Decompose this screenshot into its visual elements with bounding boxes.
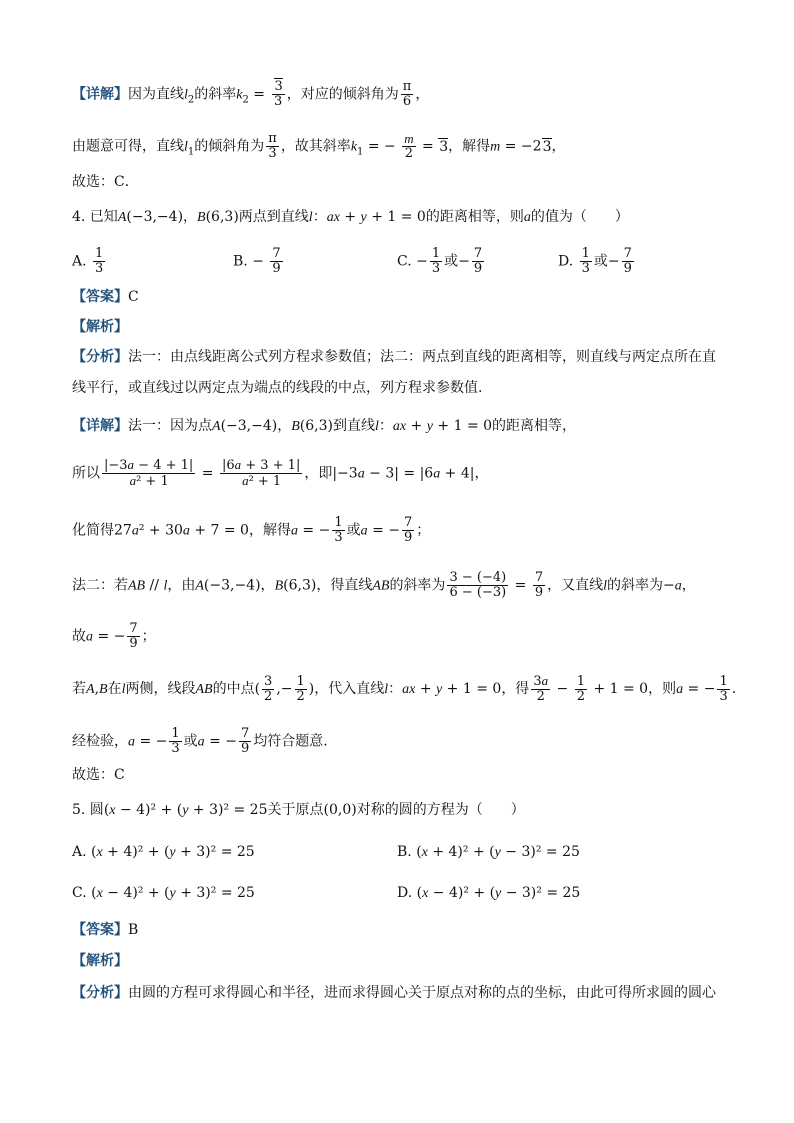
option-label: D. (397, 885, 413, 901)
detail-4-line-4: 法二：若AB // l，由A(−3,−4)，B(6,3)，得直线AB的斜率为 $\frac{3 - (-4)}{6 - (-3)}$ = $\frac{7}{9}$ ，又直线l的斜率为−a， (72, 570, 696, 600)
fraction: $\frac{1}{3}$ (581, 246, 590, 276)
answer-line-5 (72, 920, 734, 940)
option-a (72, 247, 107, 276)
conclusion-line-4: 故选：C (72, 767, 125, 783)
option-label: B. (397, 844, 412, 860)
text: 的斜率为 (607, 577, 663, 594)
fraction: $\frac{1}{3}$ (719, 673, 728, 704)
text: 到直线 (332, 418, 375, 434)
text: ，即 (304, 465, 333, 482)
option-label: C. (397, 253, 412, 270)
fraction: $\frac{7}{9}$ (272, 246, 281, 276)
fraction: $\frac{3 - (-4)}{6 - (-3)}$ (449, 570, 507, 600)
text: 故 (72, 628, 86, 645)
text: 或 (346, 522, 361, 539)
text: ，故其斜率 (280, 138, 351, 155)
fraction: $\frac{1}{2}$ (296, 673, 305, 704)
detail-4-line-2: 所以 $\frac{|-3a - 4 + 1|}{\text{a² + 1}}$ = $\frac{|6a + 3 + 1|}{\text{a² + 1}}$ ，即|−3a − 3| = |6a + 4|， (72, 457, 489, 489)
text: 的中点 (212, 681, 255, 697)
text: ，对应的倾斜角为 (286, 86, 399, 103)
detail-label: 【详解】 (72, 86, 128, 103)
detail-4-line-5: 故a = − $\frac{7}{9}$ ； (72, 621, 156, 651)
text: 两侧，线段 (125, 681, 196, 697)
text: 或 (593, 253, 608, 270)
answer-label: 【答案】 (72, 289, 128, 305)
question-5-stem: 5. 圆(x − 4)² + (y + 3)² = 25关于原点(0,0)对称的圆的方程为（ ） (72, 802, 525, 818)
text: 5. 圆 (72, 802, 104, 818)
option-label: B. (233, 253, 248, 270)
answer-value: C (128, 289, 139, 305)
text: 因为直线 (128, 86, 184, 103)
text: 若 (72, 681, 86, 697)
text: 或 (444, 253, 459, 270)
fraction: $\frac{7}{9}$ (534, 570, 544, 600)
text: 在 (107, 681, 122, 697)
text: 由圆的方程可求得圆心和半径，进而求得圆心关于原点对称的点的坐标，由此可得所求圆的圆心 (128, 985, 716, 1001)
fraction: $\frac{3}{2}$ (264, 673, 273, 704)
text: 法一：由点线距离公式列方程求参数值；法二：两点到直线的距离相等，则直线与两定点所在直 (128, 349, 716, 365)
option-d: D. $\frac{1}{3}$ 或− $\frac{7}{9}$ (558, 246, 632, 276)
option-b: B. − $\frac{7}{9}$ (233, 246, 281, 276)
q5-option-c: C. (x − 4)² + (y + 3)² = 25 (72, 885, 255, 901)
fraction: $\frac{1}{3}$ (95, 246, 104, 276)
fraction: $\frac{m}{2}$ (404, 131, 414, 161)
answer-line (72, 287, 734, 307)
text: 对称的圆的方程为（ ） (356, 802, 525, 818)
fraction: $\frac{7}{9}$ (241, 726, 250, 756)
conclusion-line: 故选：C． (72, 174, 139, 190)
fenxi-line-2: 线平行，或直线过以两定点为端点的线段的中点，列方程求参数值. (72, 380, 483, 396)
fraction: $\frac{1}{3}$ (431, 246, 441, 276)
text: 经检验， (72, 733, 128, 750)
text: 的距离相等， (492, 418, 577, 434)
text: 关于原点 (267, 802, 324, 818)
analysis-heading (72, 317, 734, 337)
fraction: $\frac{1}{3}$ (334, 515, 343, 545)
text: 由题意可得，直线 (72, 138, 184, 155)
analysis-label: 【解析】 (72, 319, 128, 335)
q5-option-d: D. (x − 4)² + (y − 3)² = 25 (397, 885, 581, 901)
fenxi-5-line (72, 983, 734, 1003)
answer-value: B (128, 922, 139, 938)
text: 的斜率为 (389, 577, 446, 594)
q5-option-a: A. (x + 4)² + (y + 3)² = 25 (72, 844, 255, 860)
detail-4-line-1: 【详解】法一：因为点A(−3,−4)，B(6,3)到直线l：ax + y + 1 = 0的距离相等， (72, 418, 577, 434)
detail-label: 【详解】 (72, 418, 128, 434)
text: 法二：若 (72, 577, 128, 594)
fraction: $\frac{7}{9}$ (404, 515, 413, 545)
fraction: $\frac{7}{9}$ (129, 621, 138, 651)
detail-4-line-7: 经检验，a = − $\frac{1}{3}$ 或a = − $\frac{7}{9}$ 均符合题意. (72, 726, 328, 756)
analysis-heading-5 (72, 951, 734, 971)
detail-4-line-3: 化简得27a² + 30a + 7 = 0，解得a = − $\frac{1}{3}$ 或a = − $\frac{7}{9}$ ； (72, 515, 431, 545)
text: ，由 (167, 577, 196, 594)
fraction: $\frac{7}{9}$ (473, 246, 483, 276)
text: ，代入直线 (314, 681, 385, 697)
fraction: $\frac{7}{9}$ (623, 246, 632, 276)
fraction: $\frac{3}{3}$ (272, 80, 285, 109)
text: ，解得 (448, 138, 491, 155)
text: ，又直线 (547, 577, 604, 594)
text: ，得 (501, 681, 530, 697)
text: 的值为（ ） (530, 209, 629, 225)
text: 化简得 (72, 522, 114, 539)
option-label: A. (72, 253, 87, 270)
fenxi-line-1 (72, 347, 734, 367)
fraction: $\frac{3a}{2}$ (533, 673, 549, 704)
answer-label: 【答案】 (72, 922, 128, 938)
detail-line-1: 【详解】因为直线$l_2$的斜率$k_2$ = $\frac{3}{3}$ ，对应的倾斜角为 $\frac{\pi}{6}$ ， (72, 79, 430, 109)
text: 法一：因为点 (128, 418, 212, 434)
text: 两点到直线 (238, 209, 309, 225)
option-label: A. (72, 844, 87, 860)
text: 所以 (72, 465, 100, 482)
text: ，则 (648, 681, 677, 697)
option-c: C. − $\frac{1}{3}$ 或− $\frac{7}{9}$ (397, 246, 483, 276)
fenxi-label: 【分析】 (72, 985, 128, 1001)
option-label: D. (558, 253, 574, 270)
q5-option-b: B. (x + 4)² + (y − 3)² = 25 (397, 844, 580, 860)
fraction: $\frac{|6a + 3 + 1|}{\text{a² + 1}}$ (221, 457, 301, 489)
text: ，得直线 (316, 577, 373, 594)
question-4-stem: 4. 已知A(−3,−4)，B(6,3)两点到直线l：ax + y + 1 = 0的距离相等，则a的值为（ ） (72, 209, 629, 225)
text: 均符合题意. (253, 733, 328, 750)
text: 4. 已知 (72, 209, 118, 225)
detail-line-2: 由题意可得，直线$l_1$的倾斜角为 $\frac{\pi}{3}$ ，故其斜率$k_1$ = − $\frac{m}{2}$ = 3，解得m = −23， (72, 131, 566, 161)
detail-4-line-6: 若A,B在l两侧，线段AB的中点( $\frac{3}{2}$ ,− $\frac{1}{2}$ )，代入直线l：ax + y + 1 = 0，得 $\frac{3a}{2}$ − $\frac{1}{2}$ + 1 = 0，则a = − $\frac{1}{3}$ . (72, 673, 737, 704)
fraction: $\frac{1}{3}$ (171, 726, 180, 756)
fraction: $\frac{|-3a - 4 + 1|}{\text{a² + 1}}$ (104, 457, 194, 489)
fenxi-label: 【分析】 (72, 349, 128, 365)
text: 的距离相等，则 (425, 209, 524, 225)
text: 或 (183, 733, 198, 750)
option-label: C. (72, 885, 87, 901)
fraction: $\frac{1}{2}$ (576, 673, 586, 704)
fraction: $\frac{\pi}{6}$ (402, 79, 412, 109)
analysis-label: 【解析】 (72, 953, 128, 969)
text: ，解得 (248, 522, 291, 539)
text: 的倾斜角为 (194, 138, 265, 155)
fraction: $\frac{\pi}{3}$ (268, 131, 277, 161)
text: 的斜率 (194, 86, 237, 103)
